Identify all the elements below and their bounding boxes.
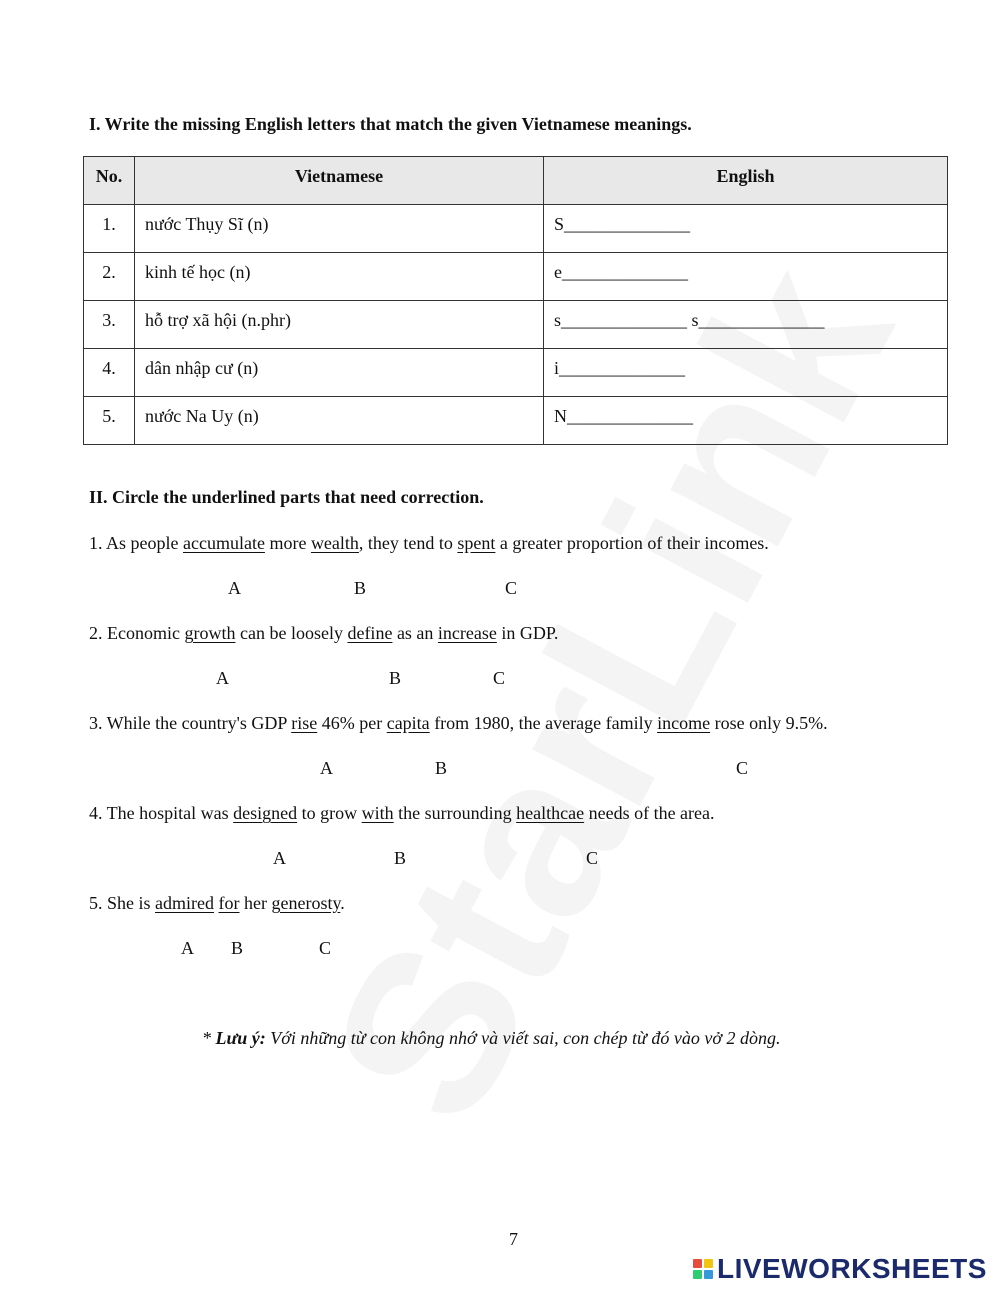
- question-3: [89, 713, 828, 734]
- question-text: , they tend to: [358, 533, 458, 553]
- option-b-label: B: [394, 848, 407, 868]
- note-label: Lưu ý:: [215, 1028, 266, 1048]
- english-answer-cell[interactable]: i______________: [544, 349, 948, 397]
- english-answer-cell[interactable]: e______________: [544, 253, 948, 301]
- vietnamese-cell: nước Na Uy (n): [135, 397, 544, 445]
- logo-square: [704, 1270, 713, 1279]
- logo-icon: [693, 1259, 713, 1279]
- row-number: 5.: [84, 397, 135, 445]
- vietnamese-cell: kinh tế học (n): [135, 253, 544, 301]
- underlined-part-c[interactable]: income: [657, 713, 711, 733]
- liveworksheets-logo: [693, 1255, 987, 1283]
- vietnamese-cell: hỗ trợ xã hội (n.phr): [135, 301, 544, 349]
- question-1: [89, 533, 769, 554]
- underlined-part-a[interactable]: growth: [184, 623, 236, 643]
- question-text: the surrounding: [393, 803, 517, 823]
- option-b-label: B: [389, 668, 402, 688]
- english-answer-cell[interactable]: N______________: [544, 397, 948, 445]
- question-text: to grow: [297, 803, 362, 823]
- vietnamese-cell: dân nhập cư (n): [135, 349, 544, 397]
- option-b-label: B: [231, 938, 244, 958]
- question-text: as an: [392, 623, 438, 643]
- option-a-label: A: [216, 668, 229, 688]
- question-text: from 1980, the average family: [429, 713, 658, 733]
- table-row: [84, 349, 948, 397]
- question-4: [89, 803, 715, 824]
- question-5: [89, 893, 345, 914]
- note-text: Với những từ con không nhớ và viết sai, con chép từ đó vào vở 2 dòng.: [265, 1028, 781, 1048]
- option-a-label: A: [228, 578, 241, 598]
- header-vietnamese: Vietnamese: [135, 157, 544, 205]
- option-c-label: C: [493, 668, 506, 688]
- underlined-part-b[interactable]: with: [361, 803, 394, 823]
- question-text: 4. The hospital was: [89, 803, 234, 823]
- logo-square: [693, 1270, 702, 1279]
- question-text: rose only 9.5%.: [710, 713, 828, 733]
- question-text: 5. She is: [89, 893, 156, 913]
- option-c-label: C: [586, 848, 599, 868]
- logo-square: [704, 1259, 713, 1268]
- row-number: 1.: [84, 205, 135, 253]
- underlined-part-c[interactable]: generosty: [271, 893, 341, 913]
- underlined-part-a[interactable]: rise: [291, 713, 318, 733]
- row-number: 4.: [84, 349, 135, 397]
- underlined-part-c[interactable]: healthcae: [516, 803, 585, 823]
- underlined-part-b[interactable]: wealth: [310, 533, 359, 553]
- underlined-part-b[interactable]: for: [218, 893, 240, 913]
- english-answer-cell[interactable]: S______________: [544, 205, 948, 253]
- question-text: .: [340, 893, 345, 913]
- table-row: [84, 205, 948, 253]
- logo-text: LIVEWORKSHEETS: [717, 1253, 987, 1284]
- note-prefix: *: [202, 1028, 216, 1048]
- row-number: 3.: [84, 301, 135, 349]
- header-no: No.: [84, 157, 135, 205]
- section1-title: I. Write the missing English letters that match the given Vietnamese meanings.: [89, 114, 692, 134]
- question-text: can be loosely: [235, 623, 348, 643]
- table-header-row: [84, 157, 948, 205]
- vocabulary-table: [83, 156, 948, 445]
- page-number: 7: [509, 1229, 518, 1249]
- logo-square: [693, 1259, 702, 1268]
- header-english: English: [544, 157, 948, 205]
- option-a-label: A: [181, 938, 194, 958]
- question-text: needs of the area.: [584, 803, 715, 823]
- table-row: [84, 253, 948, 301]
- table-row: [84, 397, 948, 445]
- underlined-part-b[interactable]: capita: [386, 713, 430, 733]
- row-number: 2.: [84, 253, 135, 301]
- question-text: 3. While the country's GDP: [89, 713, 292, 733]
- underlined-part-c[interactable]: increase: [437, 623, 497, 643]
- english-answer-cell[interactable]: s______________ s______________: [544, 301, 948, 349]
- underlined-part-a[interactable]: designed: [233, 803, 298, 823]
- option-c-label: C: [319, 938, 332, 958]
- underlined-part-a[interactable]: admired: [155, 893, 214, 913]
- question-text: 46% per: [317, 713, 387, 733]
- underlined-part-c[interactable]: spent: [457, 533, 496, 553]
- question-text: 1. As people: [89, 533, 183, 553]
- question-text: a greater proportion of their incomes.: [495, 533, 769, 553]
- vietnamese-cell: nước Thụy Sĩ (n): [135, 205, 544, 253]
- question-text: more: [264, 533, 311, 553]
- question-2: [89, 623, 558, 644]
- question-text: in GDP.: [496, 623, 559, 643]
- underlined-part-b[interactable]: define: [347, 623, 393, 643]
- option-c-label: C: [505, 578, 518, 598]
- section2-title: II. Circle the underlined parts that need correction.: [89, 487, 484, 507]
- table-row: [84, 301, 948, 349]
- option-b-label: B: [354, 578, 367, 598]
- question-text: her: [239, 893, 272, 913]
- option-b-label: B: [435, 758, 448, 778]
- question-text: 2. Economic: [89, 623, 185, 643]
- option-a-label: A: [320, 758, 333, 778]
- option-a-label: A: [273, 848, 286, 868]
- note: [202, 1028, 780, 1049]
- option-c-label: C: [736, 758, 749, 778]
- underlined-part-a[interactable]: accumulate: [183, 533, 265, 553]
